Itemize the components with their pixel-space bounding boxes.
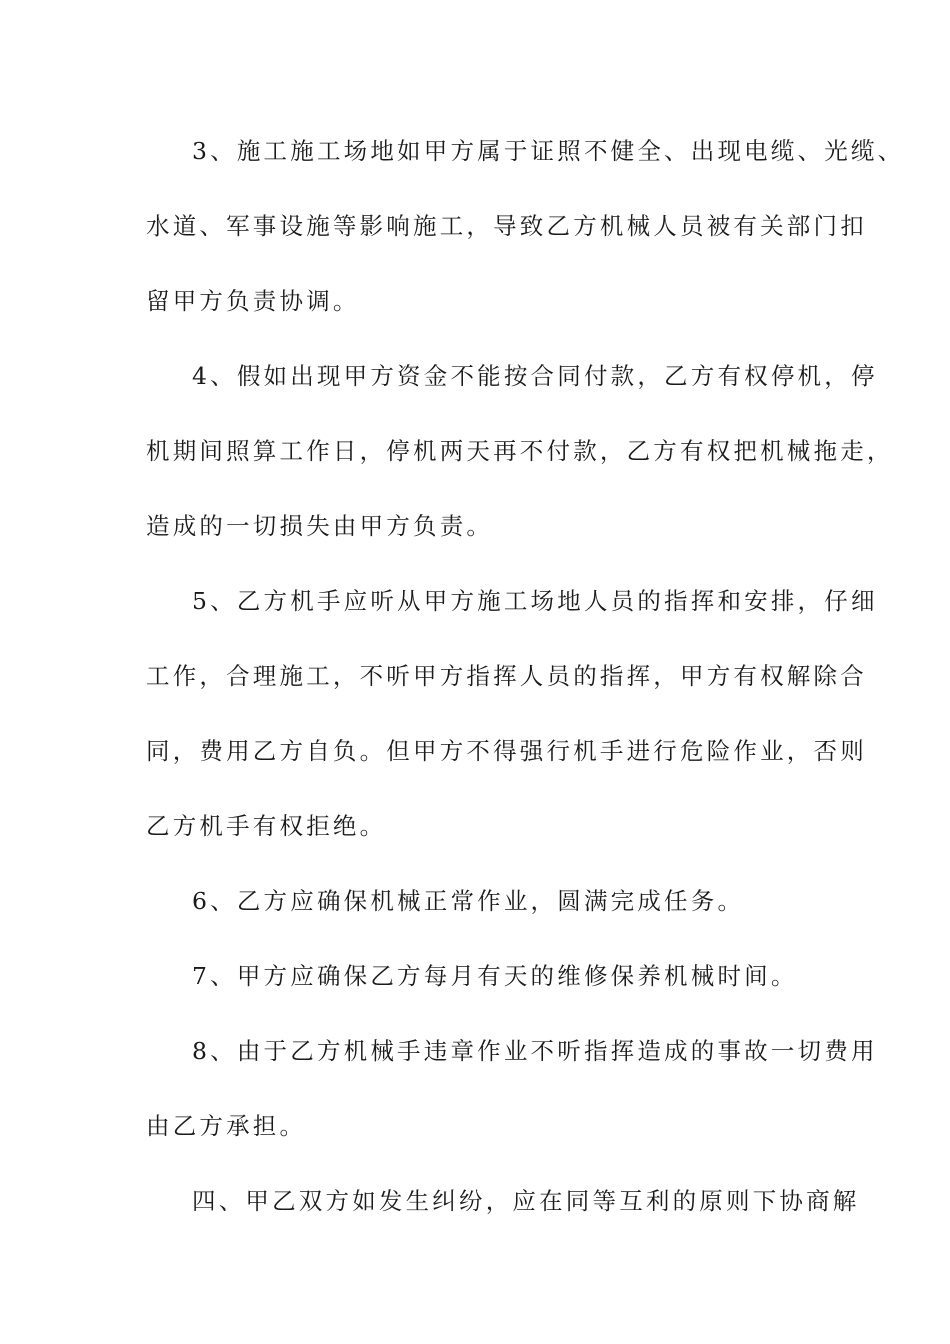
- section-4-line-1: 四、甲乙双方如发生纠纷，应在同等互利的原则下协商解: [192, 1187, 860, 1215]
- clause-4-line-3: 造成的一切损失由甲方负责。: [146, 512, 494, 540]
- clause-8-line-1: 8、由于乙方机械手违章作业不听指挥造成的事故一切费用: [192, 1037, 878, 1065]
- clause-7-line-1: 7、甲方应确保乙方每月有天的维修保养机械时间。: [192, 962, 798, 990]
- clause-5-line-3: 同，费用乙方自负。但甲方不得强行机手进行危险作业，否则: [146, 737, 867, 765]
- clause-4-line-1: 4、假如出现甲方资金不能按合同付款，乙方有权停机，停: [192, 362, 878, 390]
- clause-3-line-1: 3、施工施工场地如甲方属于证照不健全、出现电缆、光缆、: [192, 137, 905, 165]
- clause-4-line-2: 机期间照算工作日，停机两天再不付款，乙方有权把机械拖走，: [146, 437, 894, 465]
- clause-5-line-4: 乙方机手有权拒绝。: [146, 812, 387, 840]
- clause-8-line-2: 由乙方承担。: [146, 1112, 307, 1140]
- clause-5-line-2: 工作，合理施工，不听甲方指挥人员的指挥，甲方有权解除合: [146, 662, 867, 690]
- clause-6-line-1: 6、乙方应确保机械正常作业，圆满完成任务。: [192, 887, 745, 915]
- clause-3-line-2: 水道、军事设施等影响施工，导致乙方机械人员被有关部门扣: [146, 212, 867, 240]
- clause-5-line-1: 5、乙方机手应听从甲方施工场地人员的指挥和安排，仔细: [192, 587, 878, 615]
- clause-3-line-3: 留甲方负责协调。: [146, 287, 360, 315]
